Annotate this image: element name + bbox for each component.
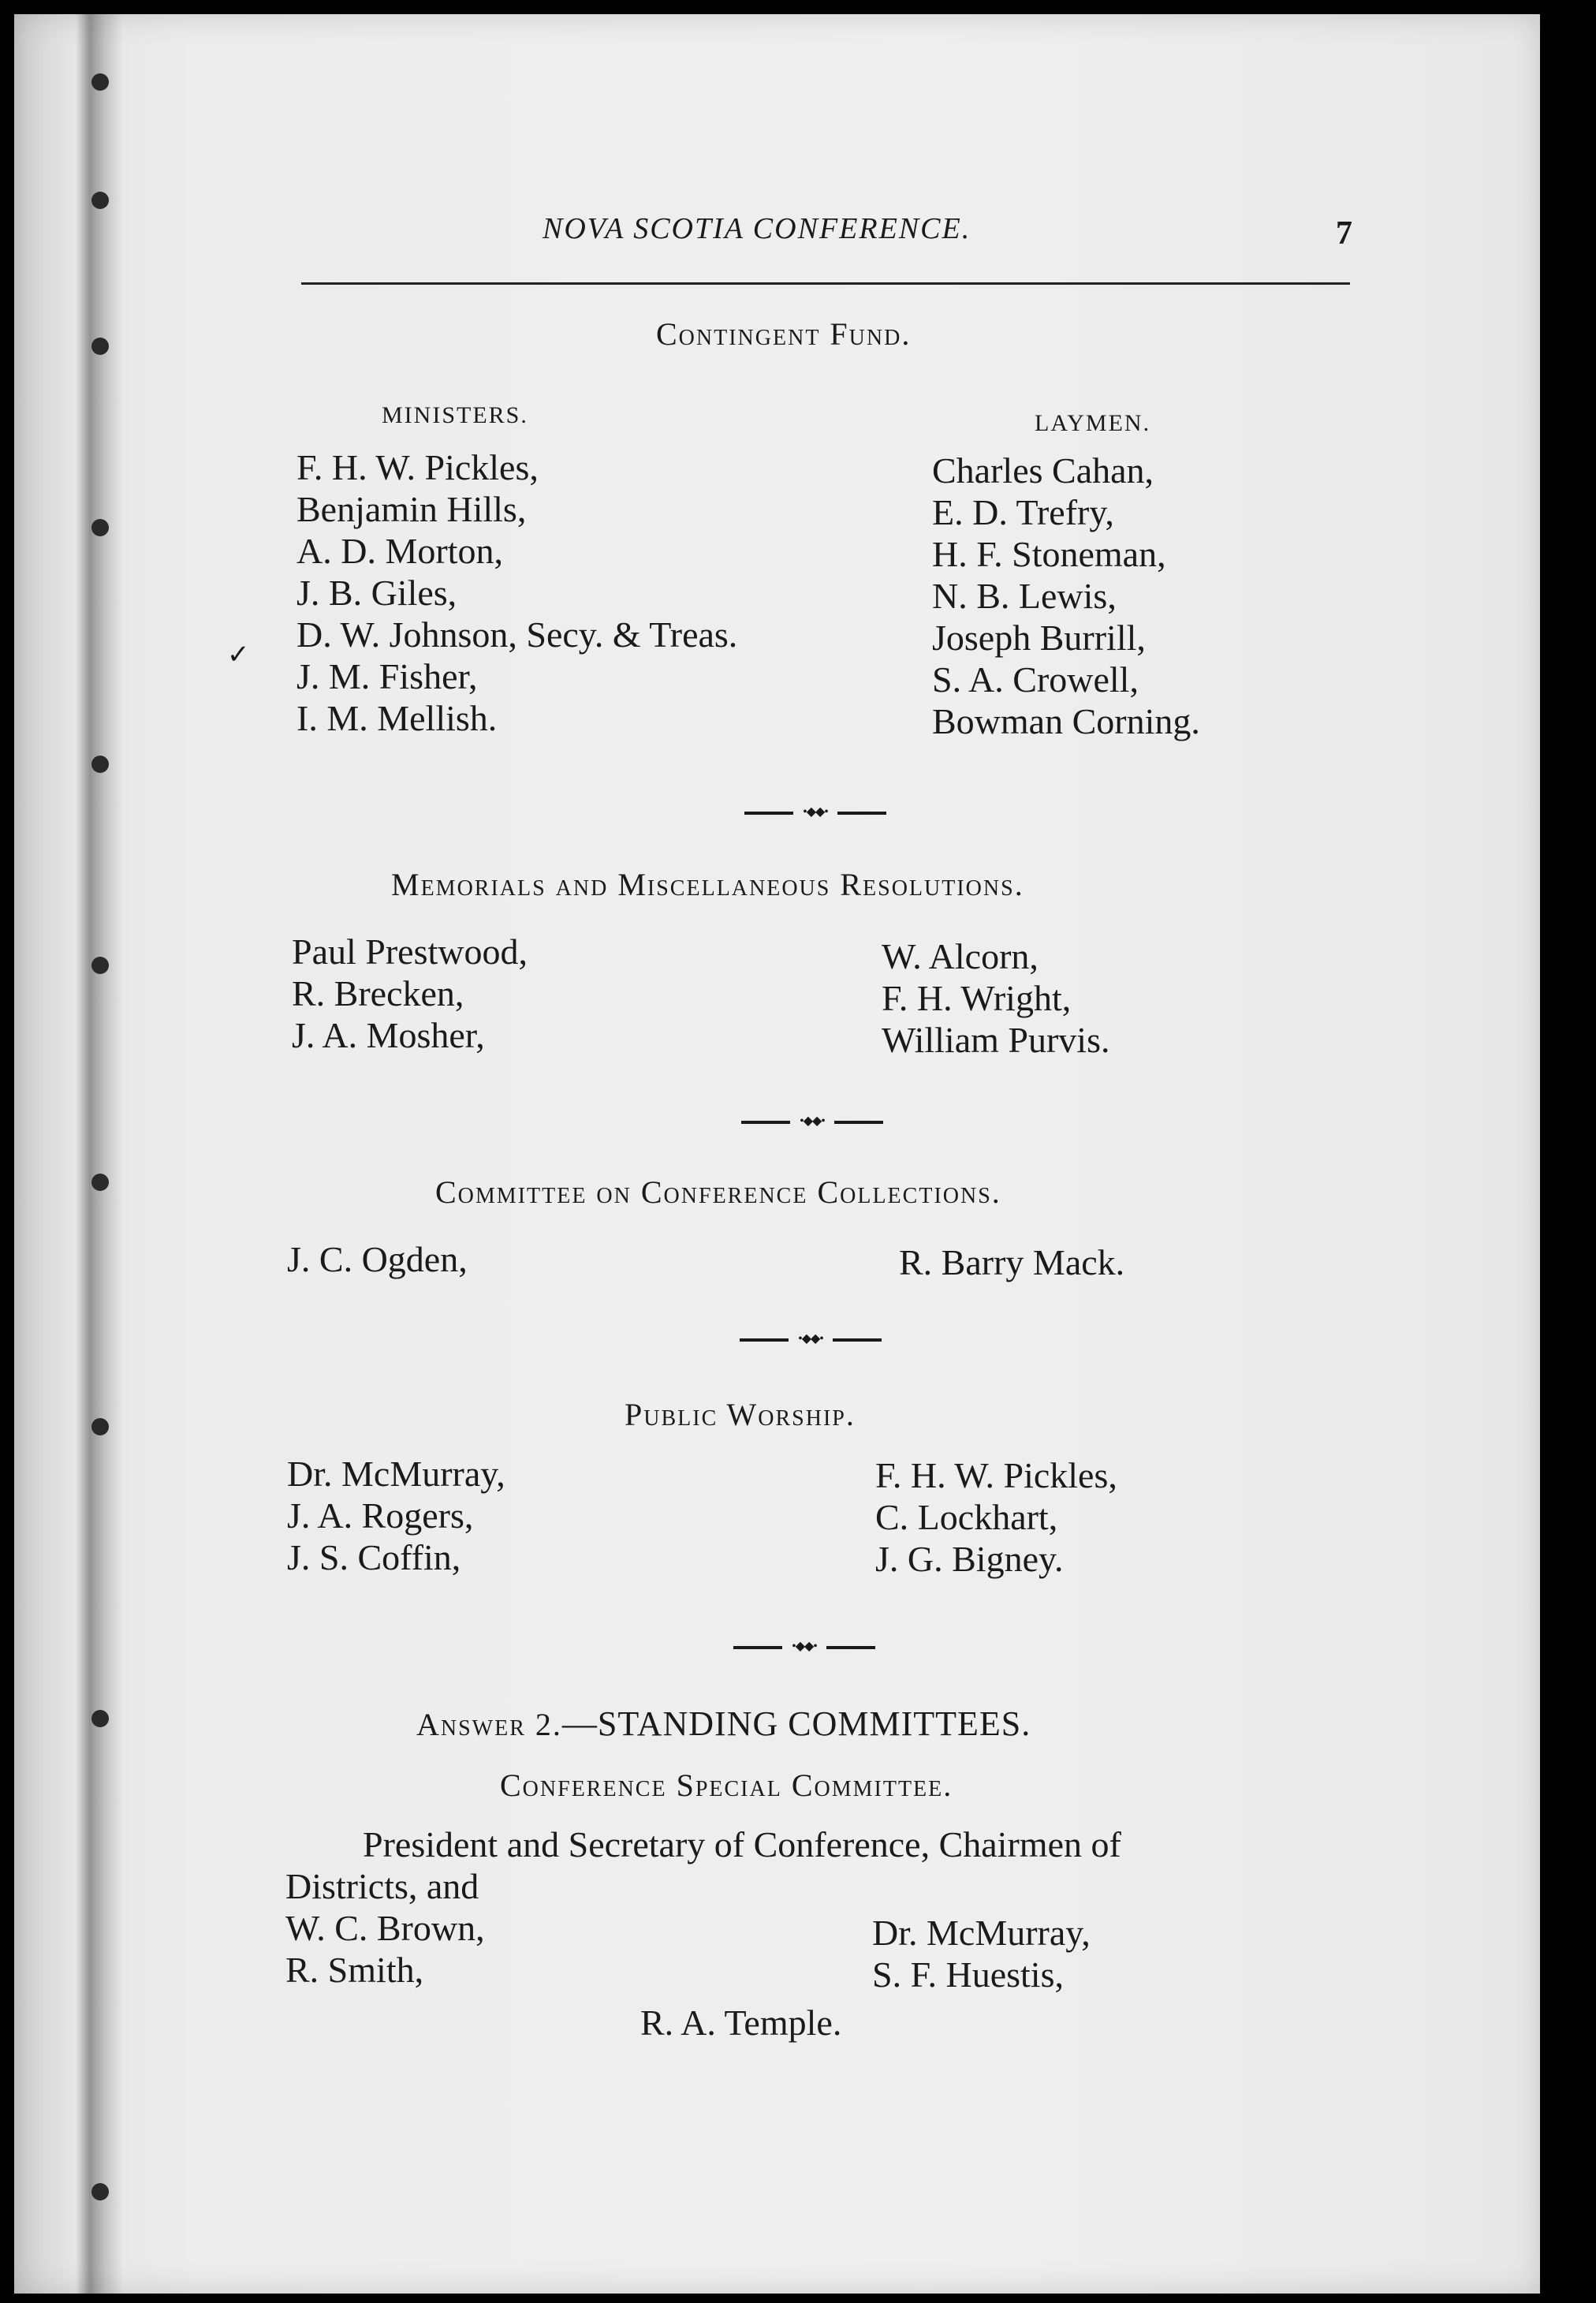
intro-text-line-2: Districts, and (285, 1866, 479, 1906)
special-committee-right-list (872, 1912, 1091, 1995)
intro-text-line-1: President and Secretary of Conference, Chairmen of (363, 1824, 1121, 1864)
special-committee-left-list (285, 1907, 485, 1991)
list-item: I. M. Mellish. (296, 698, 498, 738)
list-item: Bowman Corning. (932, 701, 1200, 741)
list-item: Dr. McMurray, (287, 1454, 505, 1494)
margin-mark: ✓ (227, 640, 250, 670)
list-item: J. A. Mosher, (292, 1015, 485, 1055)
section-title-collections: Committee on Conference Collections. (435, 1174, 1001, 1210)
stitch-hole (91, 957, 109, 974)
list-item: Paul Prestwood, (292, 931, 528, 972)
section-title-contingent-fund: Contingent Fund. (656, 316, 912, 352)
list-item: C. Lockhart, (875, 1497, 1058, 1537)
section-divider-ornament: •◆◆• (740, 1331, 882, 1347)
list-item: J. S. Coffin, (287, 1537, 461, 1577)
list-item: J. B. Giles, (296, 573, 457, 613)
list-item: Charles Cahan, (932, 450, 1154, 491)
stitch-hole (91, 192, 109, 209)
section-divider-ornament: •◆◆• (733, 1639, 875, 1655)
list-item: F. H. W. Pickles, (296, 447, 539, 487)
section-title-public-worship: Public Worship. (625, 1397, 856, 1432)
list-item: Benjamin Hills, (296, 489, 527, 529)
list-item: D. W. Johnson, Secy. & Treas. (296, 614, 738, 655)
list-item: Dr. McMurray, (872, 1913, 1091, 1953)
special-committee-final-name: R. A. Temple. (640, 2003, 842, 2043)
list-item: F. H. W. Pickles, (875, 1455, 1117, 1495)
public-worship-left-list (287, 1453, 505, 1578)
memorials-left-list (292, 931, 528, 1056)
page-number: 7 (1336, 215, 1352, 252)
binding-spine (76, 14, 123, 2294)
scanned-page (14, 14, 1540, 2294)
stitch-hole (91, 1174, 109, 1191)
list-item: S. F. Huestis, (872, 1954, 1064, 1995)
stitch-hole (91, 1418, 109, 1435)
list-item: A. D. Morton, (296, 531, 503, 571)
list-item: W. C. Brown, (285, 1908, 485, 1948)
list-item: H. F. Stoneman, (932, 534, 1166, 574)
list-item: R. Smith, (285, 1950, 424, 1990)
ministers-list (296, 446, 737, 739)
section-title-special-committee: Conference Special Committee. (500, 1767, 953, 1803)
answer-title: —STANDING COMMITTEES. (561, 1704, 1031, 1743)
laymen-list (932, 450, 1200, 742)
header-rule (301, 282, 1350, 285)
ministers-column-label: MINISTERS. (382, 402, 528, 428)
section-divider-ornament: •◆◆• (744, 804, 886, 820)
stitch-hole (91, 519, 109, 536)
collections-left: J. C. Ogden, (287, 1239, 468, 1279)
memorials-right-list (882, 935, 1109, 1061)
list-item: Joseph Burrill, (932, 618, 1146, 658)
list-item: F. H. Wright, (882, 978, 1072, 1018)
answer-label: Answer 2. (416, 1707, 562, 1742)
collections-right: R. Barry Mack. (899, 1242, 1125, 1282)
list-item: J. G. Bigney. (875, 1539, 1064, 1579)
list-item: J. A. Rogers, (287, 1495, 474, 1536)
running-title: NOVA SCOTIA CONFERENCE. (543, 212, 971, 245)
standing-committees-heading (416, 1704, 1031, 1744)
stitch-hole (91, 338, 109, 355)
list-item: W. Alcorn, (882, 936, 1039, 976)
section-title-memorials: Memorials and Miscellaneous Resolutions. (391, 867, 1024, 902)
list-item: E. D. Trefry, (932, 492, 1114, 532)
list-item: R. Brecken, (292, 973, 464, 1013)
section-divider-ornament: •◆◆• (741, 1114, 883, 1129)
laymen-column-label: LAYMEN. (1035, 410, 1151, 436)
stitch-hole (91, 2183, 109, 2200)
list-item: S. A. Crowell, (932, 659, 1139, 700)
stitch-hole (91, 756, 109, 773)
public-worship-right-list (875, 1454, 1117, 1580)
list-item: N. B. Lewis, (932, 576, 1117, 616)
stitch-hole (91, 73, 109, 91)
stitch-hole (91, 1710, 109, 1727)
list-item: William Purvis. (882, 1020, 1110, 1060)
list-item: J. M. Fisher, (296, 656, 478, 696)
